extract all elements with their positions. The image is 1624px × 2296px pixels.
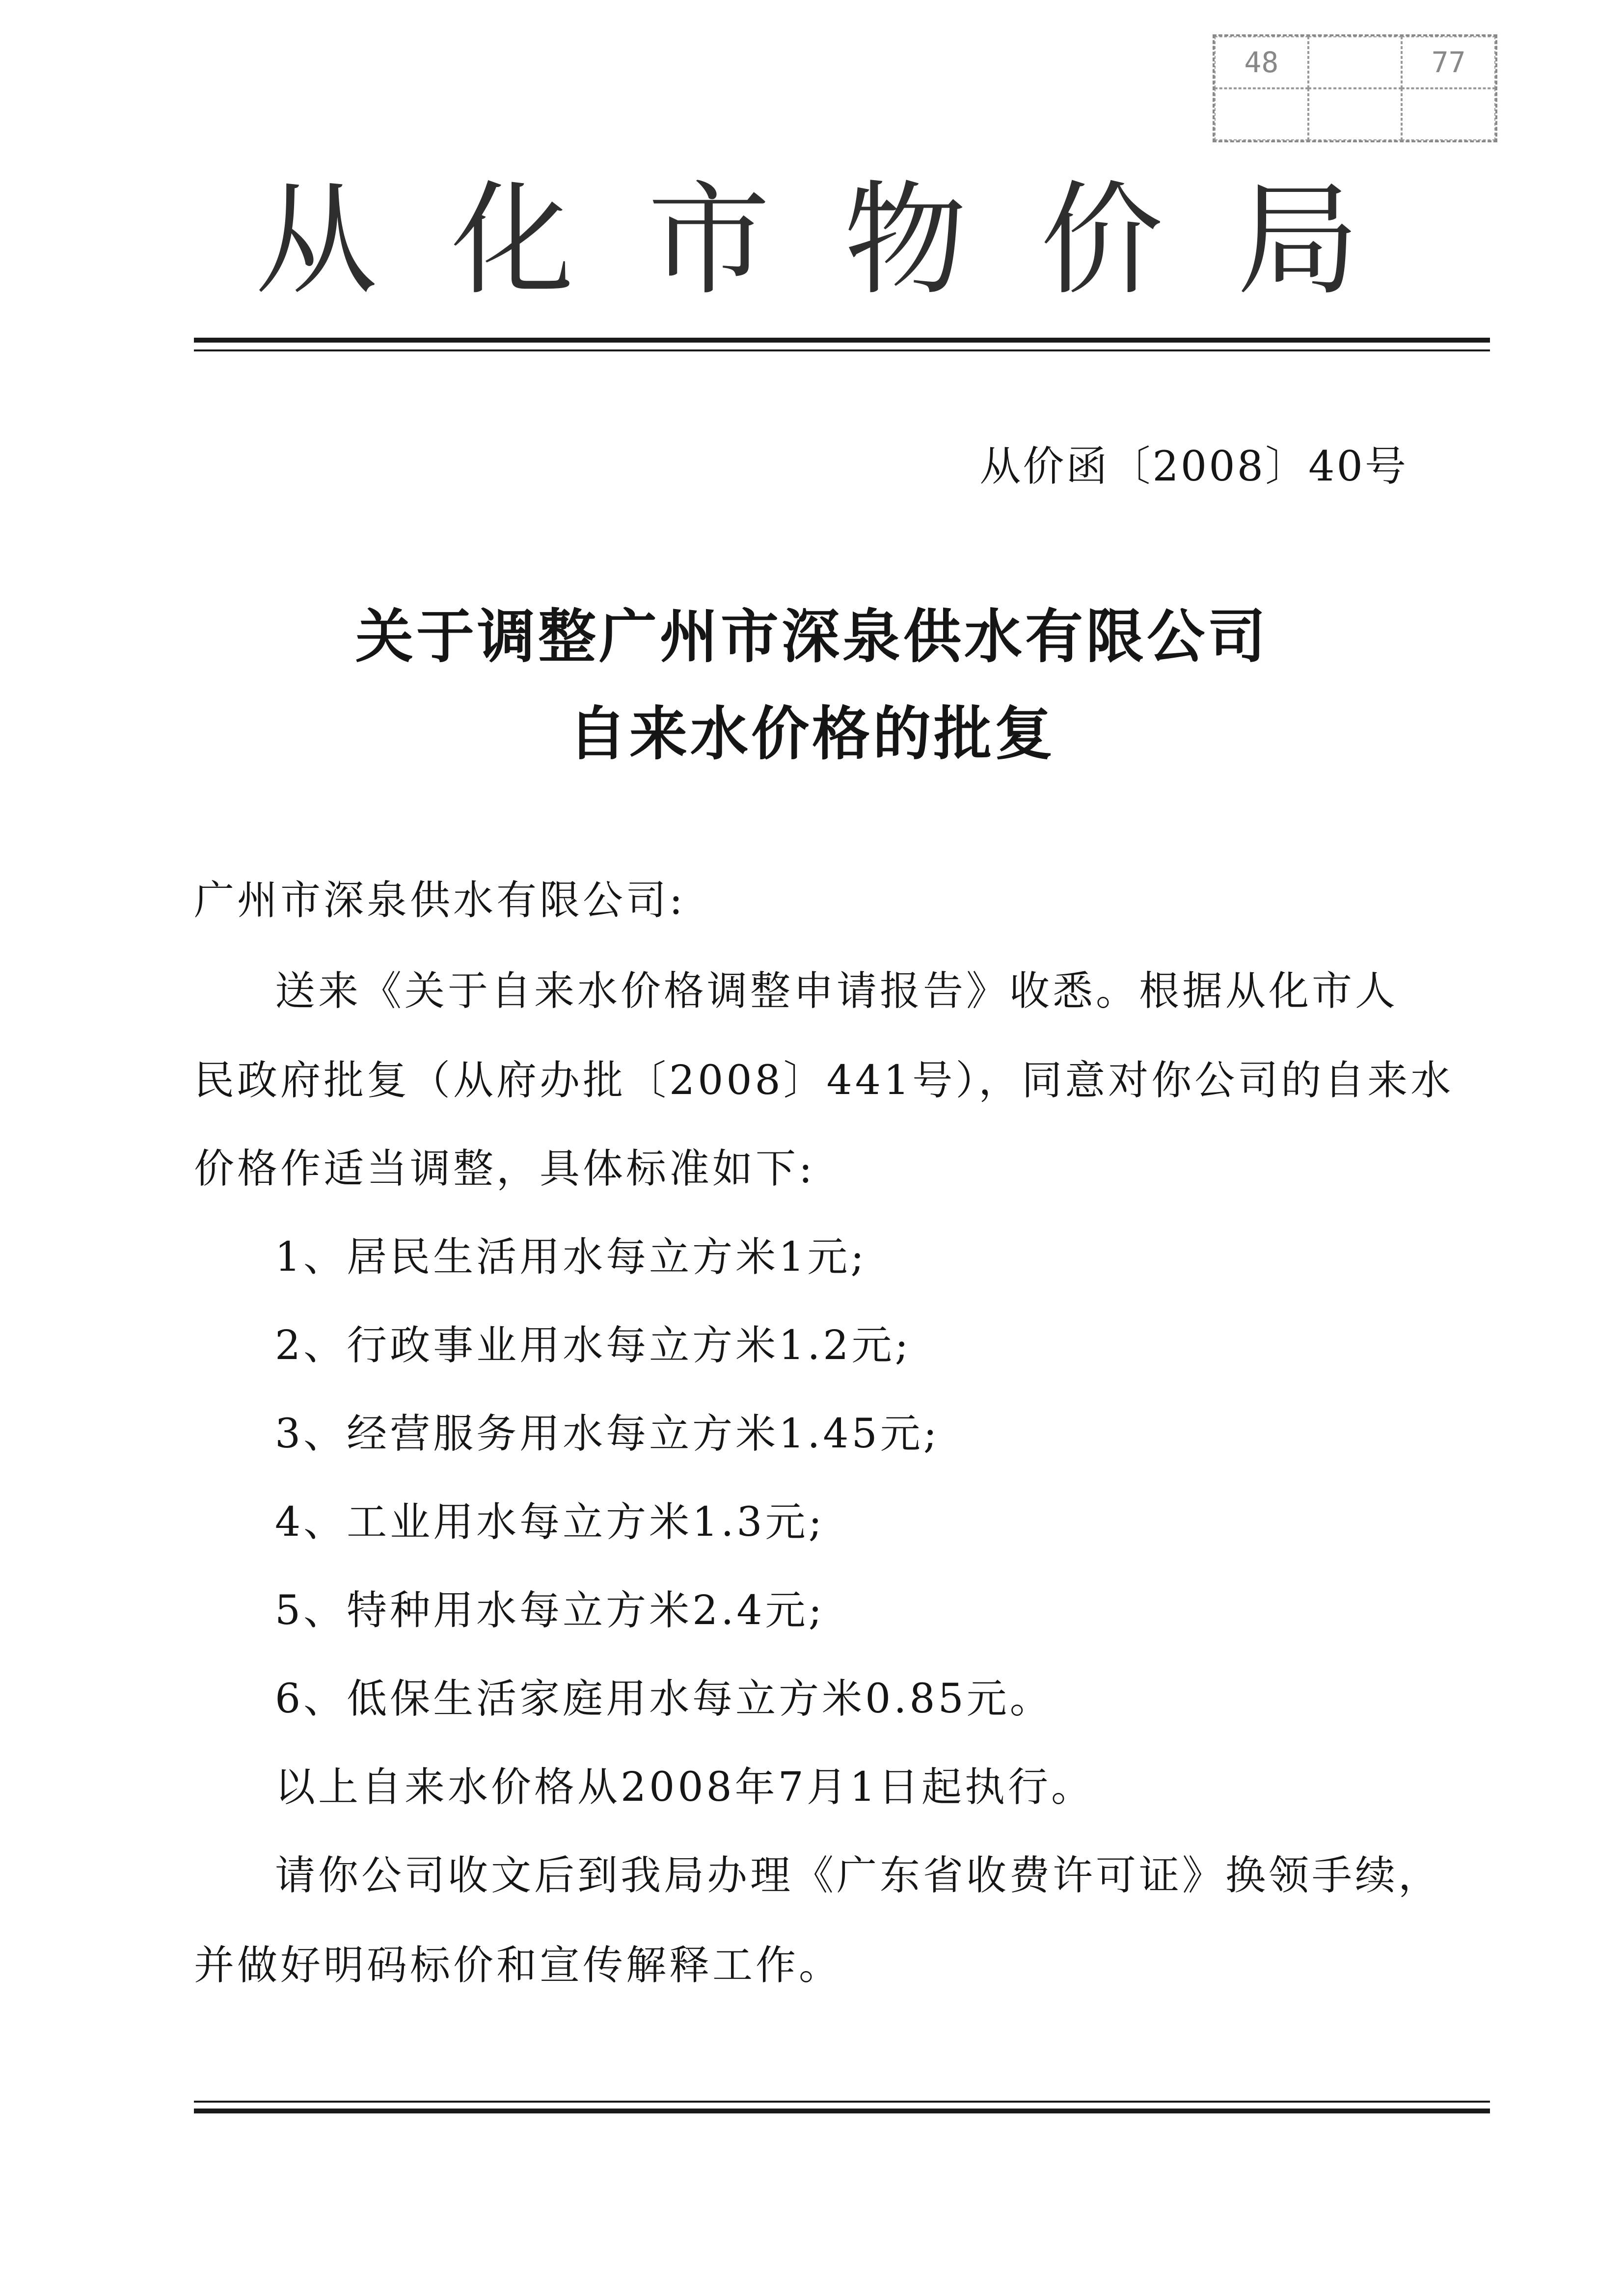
stamp-cell — [1308, 36, 1402, 88]
stamp-cell: 77 — [1402, 36, 1495, 88]
footer-divider-thin — [194, 2101, 1490, 2103]
intro-line-2: 民政府批复（从府办批〔2008〕441号），同意对你公司的自来水 — [194, 1057, 1454, 1104]
stamp-cell — [1402, 88, 1495, 140]
list-item: 5、特种用水每立方米2.4元; — [275, 1587, 825, 1634]
archive-stamp — [1213, 34, 1497, 142]
intro-line-1: 送来《关于自来水价格调整申请报告》收悉。根据从化市人 — [275, 968, 1399, 1015]
closing-line-2: 并做好明码标价和宣传解释工作。 — [194, 1942, 842, 1989]
stamp-cell — [1308, 88, 1402, 140]
stamp-cell: 48 — [1215, 36, 1308, 88]
addressee: 广州市深泉供水有限公司: — [194, 877, 686, 924]
effective-date: 以上自来水价格从2008年7月1日起执行。 — [275, 1764, 1095, 1811]
list-item: 6、低保生活家庭用水每立方米0.85元。 — [275, 1676, 1053, 1722]
list-item: 4、工业用水每立方米1.3元; — [275, 1499, 825, 1546]
header-divider-thin — [194, 349, 1490, 351]
document-number: 从价函〔2008〕40号 — [979, 442, 1408, 490]
intro-line-3: 价格作适当调整，具体标准如下: — [194, 1146, 815, 1192]
closing-line-1: 请你公司收文后到我局办理《广东省收费许可证》换领手续， — [275, 1852, 1442, 1899]
header-divider-thick — [194, 338, 1490, 343]
list-item: 3、经营服务用水每立方米1.45元; — [275, 1411, 940, 1457]
document-title-line-2: 自来水价格的批复 — [568, 700, 1056, 768]
list-item: 2、行政事业用水每立方米1.2元; — [275, 1322, 912, 1369]
stamp-cell — [1215, 88, 1308, 140]
list-item: 1、居民生活用水每立方米1元; — [275, 1234, 867, 1281]
issuing-authority-title: 从化市物价局 — [255, 169, 1433, 312]
document-title-line-1: 关于调整广州市深泉供水有限公司 — [355, 603, 1269, 670]
footer-divider-thick — [194, 2109, 1490, 2113]
